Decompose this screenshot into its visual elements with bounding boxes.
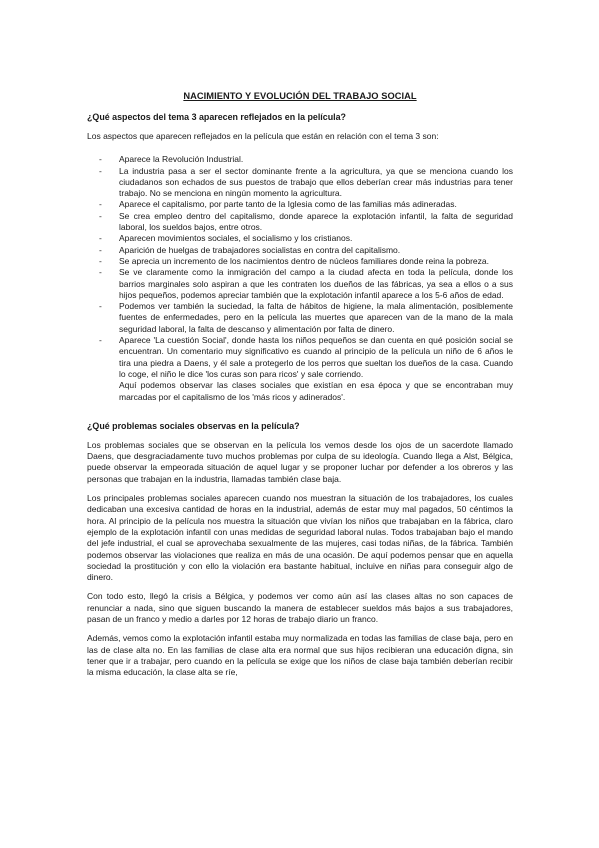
question-heading-2: ¿Qué problemas sociales observas en la película? (87, 420, 300, 431)
question-heading-1: ¿Qué aspectos del tema 3 aparecen reflejados en la película? (87, 112, 346, 122)
paragraph: Además, vemos como la explotación infantil estaba muy normalizada en todas las familias de clase baja, pero en las de clase alta no. En las familias de clase alta era normal que sus hijos recibieran una educación digna, sin tener que ir a trabajar, pero cuando en la película se exige que los niños de clase baja también deberían recibir la misma educación, la clase alta se ríe, (87, 633, 513, 678)
section1-intro: Los aspectos que aparecen reflejados en la película que están en relación con el tema 3 son: (87, 131, 439, 141)
paragraph: Los principales problemas sociales aparecen cuando nos muestran la situación de los trabajadores, los cuales dedicaban una excesiva cantidad de horas en la industrial, además de estar muy mal pagados, 50 céntimos la hora. Al principio de la película nos muestra la situación que vivían los niños que trabajaban en la fábrica, claro ejemplo de la explotación infantil con unas medidas de seguridad laboral nulas. Todos trabajaban bajo el mando del jefe industrial, el cual se aprovechaba sexualmente de las mujeres, casi todas niñas, de la fábrica. También podemos observar las violaciones que realiza en más de una ocasión. De aquí podemos pensar que en aquella sociedad la prostitución y con ello la violación era bastante habitual, incluive en niñas para conseguir algo de dinero. (87, 493, 513, 583)
paragraph: Con todo esto, llegó la crisis a Bélgica, y podemos ver como aún así las clases altas no son capaces de renunciar a nada, sino que siguen buscando la manera de establecer sueldos más bajos a sus trabajadores, pasan de un franco y medio a darles por 12 horas de trabajo diario un franco. (87, 591, 513, 624)
list-item: - Aparece el capitalismo, por parte tanto de la Iglesia como de las familias más adineradas. (117, 199, 513, 210)
list-item: - Aparece la Revolución Industrial. (117, 154, 513, 165)
list-item: - Aparición de huelgas de trabajadores socialistas en contra del capitalismo. (117, 245, 513, 256)
list-item: - Aparece 'La cuestión Social', donde hasta los niños pequeños se dan cuenta en qué posición social se encuentran. Un comentario muy significativo es cuando al principio de la película un niño de 6 años le tira una piedra a Daens, y él sale a protegerlo de los perros que sueltan los dueños de la casa. Cuando lo coge, el niño le dice 'los curas son para ricos' y sale corriendo. (117, 335, 513, 380)
list-item: - Se aprecia un incremento de los nacimientos dentro de núcleos familiares donde reina la pobreza. (117, 256, 513, 267)
list-item: - Se ve claramente como la inmigración del campo a la ciudad afecta en toda la película, donde los barrios marginales solo aspiran a que les contraten los dueños de las fábricas, ya sea a ellos o a sus hijos pequeños, podemos apreciar también que la explotación infantil aparece a los 5-6 años de edad. (117, 267, 513, 301)
document-title: NACIMIENTO Y EVOLUCIÓN DEL TRABAJO SOCIAL (183, 91, 417, 101)
list-item-continuation (117, 380, 513, 403)
paragraph: Los problemas sociales que se observan en la película los vemos desde los ojos de un sacerdote llamado Daens, que desgraciadamente tuvo muchos problemas por culpa de su ideología. Cuando llega a Alst, Bélgica, puede observar la empeorada situación de aquel lugar y se proponer luchar por defender a los obreros y las personas que trabajan en la industria, llamadas también clase baja. (87, 439, 513, 484)
list-item: - Se crea empleo dentro del capitalismo, donde aparece la explotación infantil, la falta de seguridad laboral, los sueldos bajos, entre otros. (117, 211, 513, 234)
aspects-list (87, 154, 513, 403)
list-item: - Podemos ver también la suciedad, la falta de hábitos de higiene, la mala alimentación, posiblemente fuentes de enfermedades, pero en la película las muertes que aparecen van de la mano de la mala seguridad laboral, la falta de descanso y alimentación por falta de dinero. (117, 301, 513, 335)
list-item: - Aparecen movimientos sociales, el socialismo y los cristianos. (117, 233, 513, 244)
list-item-extra-text: Aquí podemos observar las clases sociales que existían en esa época y que se encontraban muy marcadas por el capitalismo de los 'más ricos y adinerados'. (119, 380, 513, 402)
list-item: - La industria pasa a ser el sector dominante frente a la agricultura, ya que se menciona cuando los ciudadanos son echados de sus puestos de trabajo que ellos deberían crear más industrias para tener trabajo. No se menciona en ningún momento la agricultura. (117, 166, 513, 200)
